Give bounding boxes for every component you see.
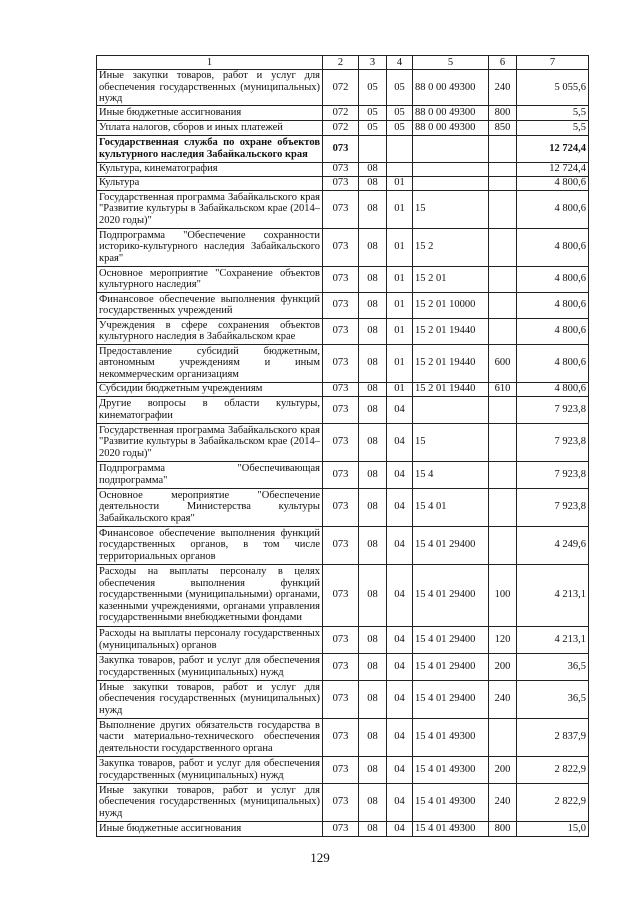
cell-name: Закупка товаров, работ и услуг для обеспечения государственных (муниципальных) нужд bbox=[97, 756, 323, 783]
cell-col4: 04 bbox=[387, 461, 413, 488]
budget-table bbox=[96, 55, 589, 837]
cell-col5: 15 4 01 29400 bbox=[413, 653, 489, 680]
cell-col7: 7 923,8 bbox=[517, 423, 589, 461]
cell-col6 bbox=[489, 162, 517, 176]
cell-col2: 073 bbox=[323, 783, 359, 821]
cell-col2: 073 bbox=[323, 318, 359, 344]
cell-col2: 073 bbox=[323, 680, 359, 718]
cell-col5: 15 4 01 49300 bbox=[413, 718, 489, 756]
cell-col3: 08 bbox=[359, 718, 387, 756]
cell-col4: 01 bbox=[387, 176, 413, 190]
cell-col7: 7 923,8 bbox=[517, 488, 589, 526]
cell-col7: 4 800,6 bbox=[517, 176, 589, 190]
cell-col6: 610 bbox=[489, 382, 517, 396]
cell-col3: 05 bbox=[359, 105, 387, 120]
table-row bbox=[97, 120, 589, 135]
cell-col6: 120 bbox=[489, 626, 517, 653]
table-row bbox=[97, 382, 589, 396]
cell-col7: 15,0 bbox=[517, 821, 589, 836]
cell-col2: 073 bbox=[323, 718, 359, 756]
cell-col3: 08 bbox=[359, 653, 387, 680]
cell-col6 bbox=[489, 423, 517, 461]
cell-col4: 05 bbox=[387, 105, 413, 120]
cell-name: Государственная программа Забайкальского края "Развитие культуры в Забайкальском крае (2014–2020 годы)" bbox=[97, 423, 323, 461]
cell-col3: 05 bbox=[359, 70, 387, 106]
cell-col4: 04 bbox=[387, 756, 413, 783]
cell-col3: 08 bbox=[359, 756, 387, 783]
column-header-4: 4 bbox=[387, 56, 413, 70]
table-row bbox=[97, 396, 589, 423]
cell-col2: 073 bbox=[323, 653, 359, 680]
cell-name: Расходы на выплаты персоналу в целях обеспечения выполнения функций государственными (муниципальными) органами, казенными учреждениями, органами управления государственными внебюджетными фондами bbox=[97, 564, 323, 626]
cell-col6 bbox=[489, 292, 517, 318]
cell-col6: 200 bbox=[489, 756, 517, 783]
cell-col2: 072 bbox=[323, 120, 359, 135]
cell-col2: 073 bbox=[323, 344, 359, 382]
table-row bbox=[97, 756, 589, 783]
cell-name: Культура bbox=[97, 176, 323, 190]
table-row bbox=[97, 266, 589, 292]
cell-col2: 073 bbox=[323, 564, 359, 626]
cell-col4 bbox=[387, 135, 413, 162]
cell-col5: 88 0 00 49300 bbox=[413, 70, 489, 106]
cell-name: Основное мероприятие "Сохранение объектов культурного наследия" bbox=[97, 266, 323, 292]
table-row bbox=[97, 461, 589, 488]
cell-col2: 073 bbox=[323, 135, 359, 162]
cell-col7: 2 822,9 bbox=[517, 783, 589, 821]
cell-col2: 073 bbox=[323, 292, 359, 318]
cell-col2: 073 bbox=[323, 162, 359, 176]
cell-col3: 08 bbox=[359, 680, 387, 718]
cell-col6: 200 bbox=[489, 653, 517, 680]
cell-col4: 01 bbox=[387, 228, 413, 266]
cell-col4: 04 bbox=[387, 718, 413, 756]
cell-col4: 04 bbox=[387, 626, 413, 653]
cell-col7: 4 213,1 bbox=[517, 626, 589, 653]
cell-col5: 15 4 01 29400 bbox=[413, 680, 489, 718]
cell-col4: 04 bbox=[387, 821, 413, 836]
cell-col2: 073 bbox=[323, 396, 359, 423]
cell-col4: 04 bbox=[387, 396, 413, 423]
cell-col3: 08 bbox=[359, 526, 387, 564]
table-row bbox=[97, 228, 589, 266]
cell-col5: 15 2 01 19440 bbox=[413, 344, 489, 382]
cell-col3: 08 bbox=[359, 162, 387, 176]
cell-col7: 4 800,6 bbox=[517, 266, 589, 292]
cell-col5 bbox=[413, 135, 489, 162]
cell-name: Выполнение других обязательств государства в части материально-технического обеспечения деятельности государственного органа bbox=[97, 718, 323, 756]
cell-col6: 240 bbox=[489, 783, 517, 821]
cell-col7: 12 724,4 bbox=[517, 135, 589, 162]
cell-col5: 15 4 01 29400 bbox=[413, 564, 489, 626]
cell-col7: 4 249,6 bbox=[517, 526, 589, 564]
cell-col2: 073 bbox=[323, 382, 359, 396]
cell-col3: 08 bbox=[359, 423, 387, 461]
cell-name: Иные бюджетные ассигнования bbox=[97, 821, 323, 836]
cell-col4: 05 bbox=[387, 120, 413, 135]
table-row bbox=[97, 488, 589, 526]
cell-col5: 15 4 bbox=[413, 461, 489, 488]
cell-col7: 4 800,6 bbox=[517, 228, 589, 266]
cell-col5: 15 2 01 19440 bbox=[413, 318, 489, 344]
cell-col6: 800 bbox=[489, 821, 517, 836]
cell-col5 bbox=[413, 162, 489, 176]
cell-col3: 08 bbox=[359, 292, 387, 318]
cell-col5: 15 bbox=[413, 190, 489, 228]
cell-col3: 08 bbox=[359, 488, 387, 526]
cell-col3: 08 bbox=[359, 821, 387, 836]
cell-col3: 08 bbox=[359, 190, 387, 228]
column-header-5: 5 bbox=[413, 56, 489, 70]
cell-name: Уплата налогов, сборов и иных платежей bbox=[97, 120, 323, 135]
cell-col6: 600 bbox=[489, 344, 517, 382]
cell-col6 bbox=[489, 396, 517, 423]
cell-col7: 2 822,9 bbox=[517, 756, 589, 783]
cell-col3: 05 bbox=[359, 120, 387, 135]
cell-col5: 15 2 01 bbox=[413, 266, 489, 292]
cell-col6 bbox=[489, 190, 517, 228]
cell-name: Подпрограмма "Обеспечение сохранности историко-культурного наследия Забайкальского края" bbox=[97, 228, 323, 266]
column-header-2: 2 bbox=[323, 56, 359, 70]
cell-col7: 36,5 bbox=[517, 653, 589, 680]
cell-col4: 04 bbox=[387, 680, 413, 718]
cell-col6 bbox=[489, 318, 517, 344]
header-row bbox=[97, 56, 589, 70]
cell-col6 bbox=[489, 488, 517, 526]
table-row bbox=[97, 318, 589, 344]
cell-col6 bbox=[489, 266, 517, 292]
cell-col6 bbox=[489, 135, 517, 162]
cell-col2: 072 bbox=[323, 105, 359, 120]
cell-col4: 04 bbox=[387, 783, 413, 821]
cell-col5: 15 4 01 49300 bbox=[413, 821, 489, 836]
cell-col5 bbox=[413, 396, 489, 423]
table-row bbox=[97, 680, 589, 718]
page-number: 129 bbox=[310, 850, 330, 865]
cell-col5: 15 2 bbox=[413, 228, 489, 266]
cell-col2: 073 bbox=[323, 423, 359, 461]
table-row bbox=[97, 526, 589, 564]
cell-col3: 08 bbox=[359, 783, 387, 821]
cell-col4: 01 bbox=[387, 266, 413, 292]
table-row bbox=[97, 783, 589, 821]
cell-col5: 88 0 00 49300 bbox=[413, 105, 489, 120]
cell-col6: 100 bbox=[489, 564, 517, 626]
cell-col5: 15 2 01 10000 bbox=[413, 292, 489, 318]
cell-col3: 08 bbox=[359, 626, 387, 653]
cell-col7: 4 800,6 bbox=[517, 344, 589, 382]
cell-col7: 2 837,9 bbox=[517, 718, 589, 756]
cell-name: Субсидии бюджетным учреждениям bbox=[97, 382, 323, 396]
cell-col7: 7 923,8 bbox=[517, 396, 589, 423]
cell-col2: 073 bbox=[323, 756, 359, 783]
cell-col4: 04 bbox=[387, 526, 413, 564]
cell-col5: 15 2 01 19440 bbox=[413, 382, 489, 396]
cell-col6 bbox=[489, 461, 517, 488]
cell-name: Иные закупки товаров, работ и услуг для обеспечения государственных (муниципальных) нужд bbox=[97, 783, 323, 821]
cell-name: Подпрограмма "Обеспечивающая подпрограмма" bbox=[97, 461, 323, 488]
cell-col7: 4 800,6 bbox=[517, 318, 589, 344]
cell-col4: 04 bbox=[387, 564, 413, 626]
cell-col6 bbox=[489, 228, 517, 266]
cell-col6 bbox=[489, 526, 517, 564]
table-row bbox=[97, 105, 589, 120]
cell-col3: 08 bbox=[359, 228, 387, 266]
cell-col3 bbox=[359, 135, 387, 162]
column-header-1: 1 bbox=[97, 56, 323, 70]
table-row bbox=[97, 423, 589, 461]
table-row bbox=[97, 626, 589, 653]
cell-col4: 04 bbox=[387, 488, 413, 526]
cell-col3: 08 bbox=[359, 382, 387, 396]
column-header-7: 7 bbox=[517, 56, 589, 70]
table-row bbox=[97, 70, 589, 106]
cell-name: Финансовое обеспечение выполнения функций государственных учреждений bbox=[97, 292, 323, 318]
cell-col4: 04 bbox=[387, 423, 413, 461]
cell-col2: 073 bbox=[323, 266, 359, 292]
cell-col7: 36,5 bbox=[517, 680, 589, 718]
cell-name: Предоставление субсидий бюджетным, автономным учреждениям и иным некоммерческим организациям bbox=[97, 344, 323, 382]
cell-name: Иные закупки товаров, работ и услуг для обеспечения государственных (муниципальных) нужд bbox=[97, 680, 323, 718]
cell-name: Иные бюджетные ассигнования bbox=[97, 105, 323, 120]
table-row bbox=[97, 190, 589, 228]
cell-col4: 01 bbox=[387, 190, 413, 228]
cell-col3: 08 bbox=[359, 461, 387, 488]
cell-col7: 5 055,6 bbox=[517, 70, 589, 106]
cell-col2: 073 bbox=[323, 821, 359, 836]
cell-col2: 073 bbox=[323, 228, 359, 266]
cell-col6: 240 bbox=[489, 680, 517, 718]
cell-col6: 850 bbox=[489, 120, 517, 135]
cell-name: Учреждения в сфере сохранения объектов культурного наследия в Забайкальском крае bbox=[97, 318, 323, 344]
cell-name: Культура, кинематография bbox=[97, 162, 323, 176]
table-row bbox=[97, 176, 589, 190]
cell-col3: 08 bbox=[359, 318, 387, 344]
cell-col7: 4 213,1 bbox=[517, 564, 589, 626]
column-header-3: 3 bbox=[359, 56, 387, 70]
cell-col5: 15 bbox=[413, 423, 489, 461]
table-row bbox=[97, 821, 589, 836]
cell-col5: 15 4 01 29400 bbox=[413, 526, 489, 564]
cell-col7: 5,5 bbox=[517, 120, 589, 135]
cell-col4: 04 bbox=[387, 653, 413, 680]
cell-col7: 7 923,8 bbox=[517, 461, 589, 488]
cell-col5: 15 4 01 29400 bbox=[413, 626, 489, 653]
cell-col4 bbox=[387, 162, 413, 176]
cell-col3: 08 bbox=[359, 266, 387, 292]
cell-col3: 08 bbox=[359, 564, 387, 626]
cell-col2: 073 bbox=[323, 176, 359, 190]
cell-col2: 073 bbox=[323, 626, 359, 653]
cell-col7: 12 724,4 bbox=[517, 162, 589, 176]
cell-col4: 05 bbox=[387, 70, 413, 106]
cell-col5: 15 4 01 49300 bbox=[413, 756, 489, 783]
cell-col6: 240 bbox=[489, 70, 517, 106]
cell-col2: 073 bbox=[323, 190, 359, 228]
cell-name: Финансовое обеспечение выполнения функций государственных органов, в том числе территориальных органов bbox=[97, 526, 323, 564]
cell-col6: 800 bbox=[489, 105, 517, 120]
cell-col5: 15 4 01 49300 bbox=[413, 783, 489, 821]
cell-col7: 4 800,6 bbox=[517, 190, 589, 228]
cell-name: Закупка товаров, работ и услуг для обеспечения государственных (муниципальных) нужд bbox=[97, 653, 323, 680]
cell-col4: 01 bbox=[387, 382, 413, 396]
table-body bbox=[97, 70, 589, 837]
cell-col3: 08 bbox=[359, 344, 387, 382]
cell-name: Другие вопросы в области культуры, кинематографии bbox=[97, 396, 323, 423]
column-header-6: 6 bbox=[489, 56, 517, 70]
cell-col6 bbox=[489, 176, 517, 190]
cell-name: Государственная программа Забайкальского края "Развитие культуры в Забайкальском крае (2014–2020 годы)" bbox=[97, 190, 323, 228]
cell-col2: 073 bbox=[323, 461, 359, 488]
cell-name: Иные закупки товаров, работ и услуг для обеспечения государственных (муниципальных) нужд bbox=[97, 70, 323, 106]
cell-col2: 073 bbox=[323, 526, 359, 564]
cell-name: Государственная служба по охране объектов культурного наследия Забайкальского края bbox=[97, 135, 323, 162]
cell-col2: 073 bbox=[323, 488, 359, 526]
table-row bbox=[97, 162, 589, 176]
cell-col5 bbox=[413, 176, 489, 190]
table-row bbox=[97, 135, 589, 162]
cell-col4: 01 bbox=[387, 344, 413, 382]
cell-name: Расходы на выплаты персоналу государственных (муниципальных) органов bbox=[97, 626, 323, 653]
cell-name: Основное мероприятие "Обеспечение деятельности Министерства культуры Забайкальского края" bbox=[97, 488, 323, 526]
cell-col5: 88 0 00 49300 bbox=[413, 120, 489, 135]
cell-col4: 01 bbox=[387, 318, 413, 344]
cell-col7: 4 800,6 bbox=[517, 292, 589, 318]
cell-col6 bbox=[489, 718, 517, 756]
table-row bbox=[97, 292, 589, 318]
table-row bbox=[97, 653, 589, 680]
cell-col5: 15 4 01 bbox=[413, 488, 489, 526]
cell-col4: 01 bbox=[387, 292, 413, 318]
table-row bbox=[97, 718, 589, 756]
cell-col2: 072 bbox=[323, 70, 359, 106]
cell-col7: 5,5 bbox=[517, 105, 589, 120]
cell-col3: 08 bbox=[359, 176, 387, 190]
table-row bbox=[97, 344, 589, 382]
table-row bbox=[97, 564, 589, 626]
cell-col3: 08 bbox=[359, 396, 387, 423]
cell-col7: 4 800,6 bbox=[517, 382, 589, 396]
